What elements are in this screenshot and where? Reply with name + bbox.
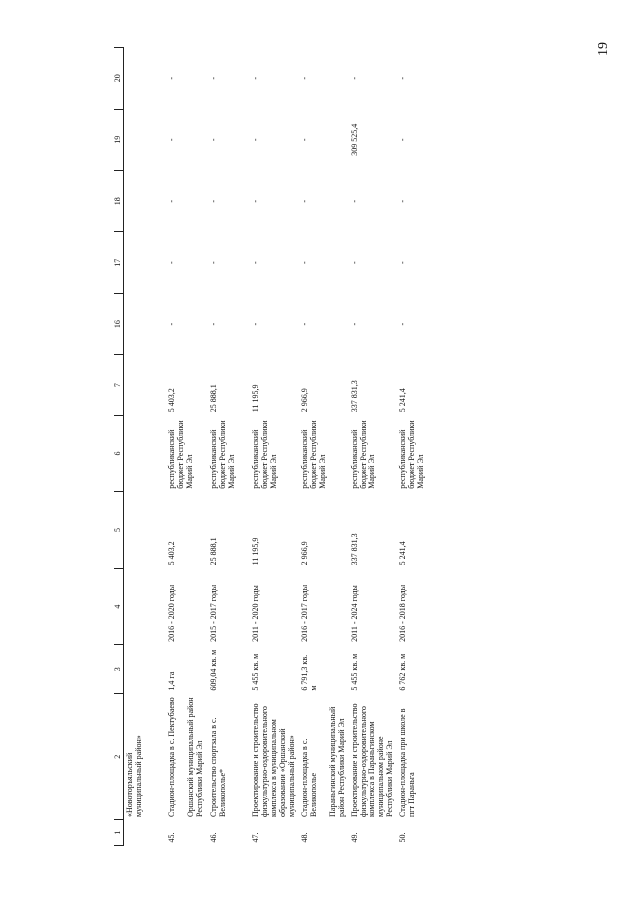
cell-amount: 25 888,1 xyxy=(209,384,218,413)
cell-19: - xyxy=(209,138,218,142)
col-header-5: 5 xyxy=(114,492,124,569)
col-header-7: 7 xyxy=(114,355,124,415)
col-header-16: 16 xyxy=(114,293,124,354)
col-header-1: 1 xyxy=(114,820,124,846)
cell-period: 2016 - 2017 годы xyxy=(299,584,309,642)
cell-source: республиканский бюджет Республики Марий Эл xyxy=(349,420,377,489)
table-row xyxy=(349,48,398,846)
cell-17: - xyxy=(299,261,309,265)
table-row xyxy=(208,48,250,846)
cell-name: Стадион-площадка при школе в пгт Параньга xyxy=(398,708,417,817)
cell-20: - xyxy=(251,76,260,80)
header-row xyxy=(114,48,124,846)
cell-capacity: 5 455 кв. м xyxy=(251,653,260,691)
col-header-20: 20 xyxy=(114,48,124,110)
cell-17: - xyxy=(167,261,176,265)
cell-17: - xyxy=(398,261,408,265)
cell-cost: 5 403,2 xyxy=(167,541,176,566)
cell-capacity: 1,4 га xyxy=(167,671,176,691)
cell-capacity: 6 791,3 кв. м xyxy=(299,654,318,691)
cell-amount: 5 403,2 xyxy=(167,388,176,413)
cell-period: 2011 - 2024 годы xyxy=(349,585,359,642)
cell-cost: 25 888,1 xyxy=(209,537,218,566)
row-name: Стадион-площадка в с. Пектубаево xyxy=(167,697,176,817)
cell-18: - xyxy=(398,199,408,203)
cell-20: - xyxy=(299,76,309,80)
cell-19: 309 525,4 xyxy=(349,123,359,156)
cell-20: - xyxy=(209,76,218,80)
cell-num: 50. xyxy=(398,832,408,843)
col-header-19: 19 xyxy=(114,109,124,170)
district-heading: Оршанский муниципальный район Республики Марий Эл xyxy=(185,697,204,817)
cell-source: республиканский бюджет Республики Марий Эл xyxy=(398,420,426,489)
cell-20: - xyxy=(398,76,408,80)
cell-source: республиканский бюджет Республики Марий Эл xyxy=(299,420,327,489)
budget-table xyxy=(114,47,439,846)
page-number: 19 xyxy=(596,42,611,56)
cell-19: - xyxy=(251,138,260,142)
col-header-4: 4 xyxy=(114,568,124,645)
cell-capacity: 609,04 кв. м xyxy=(209,649,218,691)
cell-source: республиканский бюджет Республики Марий Эл xyxy=(209,420,236,489)
cell-amount: 2 966,9 xyxy=(299,388,309,413)
cell-16: - xyxy=(299,322,309,326)
col-header-6: 6 xyxy=(114,415,124,492)
cell-16: - xyxy=(167,322,176,326)
cell-20: - xyxy=(349,76,359,80)
cell-16: - xyxy=(209,322,218,326)
cell-cost: 337 831,3 xyxy=(349,533,359,566)
cell-16: - xyxy=(251,322,260,326)
cell-name xyxy=(166,694,208,820)
cell-19: - xyxy=(398,138,408,142)
table-row xyxy=(299,48,349,846)
cell-period: 2011 - 2020 годы xyxy=(251,585,260,642)
cell-source: республиканский бюджет Республики Марий Эл xyxy=(251,420,278,489)
cell-18: - xyxy=(167,199,176,203)
col-header-17: 17 xyxy=(114,232,124,293)
cell-cost: 11 195,9 xyxy=(251,537,260,566)
table-row xyxy=(397,48,439,846)
cell-num xyxy=(124,820,167,846)
cell-17: - xyxy=(251,261,260,265)
cell-name: «Новоторъяльский муниципальный район» xyxy=(125,735,143,817)
col-header-18: 18 xyxy=(114,171,124,232)
cell-19: - xyxy=(167,138,176,142)
cell-period: 2015 - 2017 годы xyxy=(209,584,218,642)
cell-18: - xyxy=(251,199,260,203)
cell-period: 2016 - 2018 годы xyxy=(398,584,408,642)
cell-capacity: 6 762 кв. м xyxy=(398,653,408,691)
cell-19: - xyxy=(299,138,309,142)
cell-amount: 11 195,9 xyxy=(251,384,260,413)
cell-16: - xyxy=(398,322,408,326)
cell-num: 48. xyxy=(299,832,309,843)
cell-period: 2016 - 2020 годы xyxy=(167,584,176,642)
cell-16: - xyxy=(349,322,359,326)
cell-17: - xyxy=(349,261,359,265)
cell-num: 49. xyxy=(349,832,359,843)
table-row xyxy=(166,48,208,846)
cell-name xyxy=(299,694,349,820)
cell-20: - xyxy=(167,76,176,80)
cell-cost: 5 241,4 xyxy=(398,541,408,566)
cell-cost: 2 966,9 xyxy=(299,541,309,566)
cell-num: 45. xyxy=(167,832,176,843)
row-name: Стадион-площадка в с. Великополье xyxy=(299,738,318,817)
cell-amount: 5 241,4 xyxy=(398,388,408,413)
col-header-3: 3 xyxy=(114,645,124,694)
cell-capacity: 5 455 кв. м xyxy=(349,653,359,691)
cell-num: 47. xyxy=(251,832,260,843)
cell-amount: 337 831,3 xyxy=(349,380,359,413)
cell-source: республиканский бюджет Республики Марий Эл xyxy=(167,420,194,489)
table-row xyxy=(124,48,167,846)
cell-num: 46. xyxy=(209,832,218,843)
cell-17: - xyxy=(209,261,218,265)
cell-name: Проектирование и строительство физкультурно-оздоровительного комплекса в муниципальном образовании «Оршанский муниципальный район» xyxy=(251,703,296,817)
cell-name: Проектирование и строительство физкультурно-оздоровительного комплекса в Параньгинском муниципальном районе Республики Марий Эл xyxy=(349,703,395,817)
col-header-2: 2 xyxy=(114,694,124,820)
rotated-table-wrapper xyxy=(114,47,537,846)
cell-18: - xyxy=(299,199,309,203)
cell-name: Строительство спортзала в с. Великополье* xyxy=(209,717,227,817)
cell-18: - xyxy=(349,199,359,203)
cell-18: - xyxy=(209,199,218,203)
district-heading: Параньгинский муниципальный район Республики Марий Эл xyxy=(327,706,346,817)
table-row xyxy=(250,48,299,846)
